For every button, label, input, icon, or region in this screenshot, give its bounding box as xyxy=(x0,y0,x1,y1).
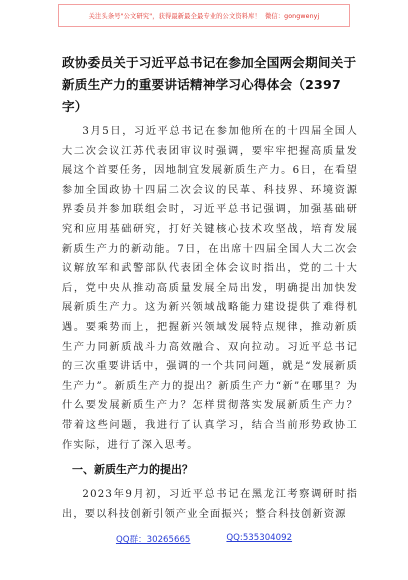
banner-text: 关注头条号"公文研究"，获得最新最全最专业的公文资料库！ xyxy=(88,13,261,20)
header-banner xyxy=(58,4,350,27)
footer xyxy=(0,533,408,555)
document-body xyxy=(62,52,358,524)
paragraph: 2023年9月初，习近平总书记在黑龙江考察调研时指出，要以科技创新引领产业全面振兴；整合科技创新资源 xyxy=(62,489,358,520)
section-heading: 一、新质生产力的提出？ xyxy=(72,463,193,477)
document-title: 政协委员关于习近平总书记在参加全国两会期间关于新质生产力的重要讲话精神学习心得体会（2397字） xyxy=(62,55,357,114)
footer-qq-group-link[interactable]: QQ群：30265665 xyxy=(115,535,191,545)
paragraph: 3月5日，习近平总书记在参加他所在的十四届全国人大二次会议江苏代表团审议时强调，要牢牢把握高质量发展这个首要任务，因地制宜发展新质生产力。6日，在看望参加全国政协十四届二次会议的民革、科技界、环境资源界委员并参加联组会时，习近平总书记强调，加强基础研究和应用基础研究，打好关键核心技术攻坚战，培育发展新质生产力的新动能。7日，在出席十四届全国人大二次会议解放军和武警部队代表团全体会议时指出，党的二十大后，党中央从推动高质量发展全局出发，明确提出加快发展新质生产力。这为新兴领域战略能力建设提供了难得机遇。要乘势而上，把握新兴领域发展特点规律，推动新质生产力同新质战斗力高效融合、双向拉动。习近平总书记的三次重要讲话中，强调的一个共同问题，就是“发展新质生产力”。新质生产力的提出？新质生产力“新”在哪里？为什么要发展新质生产力？怎样贯彻落实发展新质生产力？带着这些问题，我进行了认真学习，结合当前形势政协工作实际，进行了深入思考。 xyxy=(62,126,358,451)
banner-wechat: 微信：gongwenyj xyxy=(264,13,320,20)
footer-qq-link[interactable]: QQ:535304092 xyxy=(226,533,293,543)
